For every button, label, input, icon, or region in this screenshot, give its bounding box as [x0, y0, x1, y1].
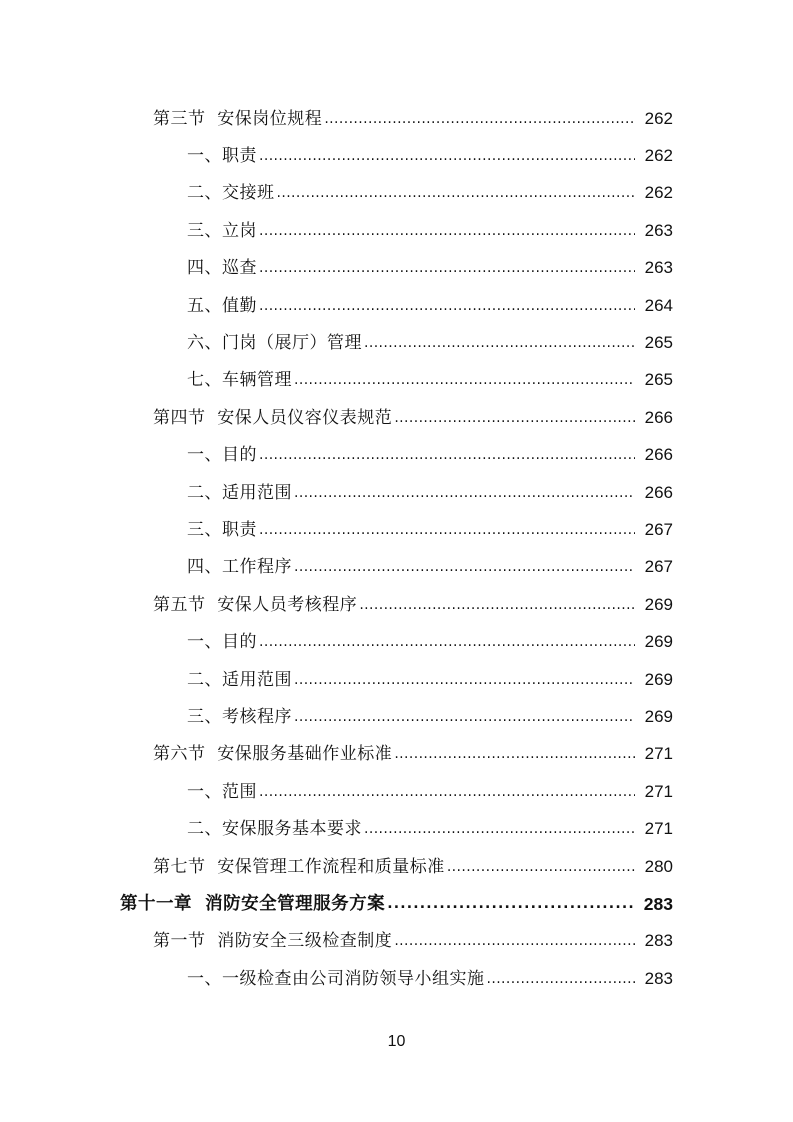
toc-entry[interactable] [0, 773, 793, 810]
toc-dot-leader [447, 857, 635, 877]
toc-entry[interactable] [0, 736, 793, 773]
toc-entry-page: 280 [644, 856, 673, 876]
toc-dot-leader [294, 483, 635, 503]
toc-entry-title: 一、目的 [187, 445, 257, 466]
toc-entry[interactable] [0, 287, 793, 324]
toc-entry-title: 第三节 安保岗位规程 [153, 108, 323, 129]
toc-entry-title: 二、适用范围 [187, 482, 292, 503]
toc-entry[interactable] [0, 586, 793, 623]
toc-entry-page: 262 [644, 146, 673, 166]
toc-entry[interactable] [0, 212, 793, 249]
toc-dot-leader [294, 557, 635, 577]
toc-entry-page: 266 [644, 407, 673, 427]
toc-dot-leader [277, 183, 636, 203]
toc-entry[interactable] [0, 100, 793, 137]
toc-dot-leader [359, 595, 635, 615]
toc-entry-title: 第四节 安保人员仪容仪表规范 [153, 407, 393, 428]
toc-dot-leader [487, 969, 636, 989]
toc-entry-page: 283 [644, 968, 673, 988]
toc-entry-title: 一、范围 [187, 781, 257, 802]
toc-entry[interactable] [0, 324, 793, 361]
toc-dot-leader [259, 221, 635, 241]
toc-entry[interactable] [0, 698, 793, 735]
toc-entry[interactable] [0, 661, 793, 698]
toc-dot-leader [259, 258, 635, 278]
toc-entry-page: 271 [644, 781, 673, 801]
toc-entry-page: 269 [644, 669, 673, 689]
toc-entry-title: 二、适用范围 [187, 669, 292, 690]
toc-dot-leader [294, 370, 635, 390]
toc-entry[interactable] [0, 399, 793, 436]
toc-entry-title: 第六节 安保服务基础作业标准 [153, 744, 393, 765]
toc-dot-leader [364, 333, 635, 353]
toc-dot-leader [324, 109, 635, 129]
toc-dot-leader [294, 670, 635, 690]
toc-entry-page: 264 [644, 295, 673, 315]
toc-entry-page: 266 [644, 482, 673, 502]
toc-entry-title: 二、安保服务基本要求 [187, 819, 362, 840]
toc-entry[interactable] [0, 923, 793, 960]
toc-entry-page: 263 [644, 258, 673, 278]
toc-entry-title: 第十一章 消防安全管理服务方案 [120, 893, 386, 914]
toc-entry-page: 271 [644, 744, 673, 764]
toc-entry-title: 三、职责 [187, 519, 257, 540]
toc-entry[interactable] [0, 511, 793, 548]
toc-entry-title: 一、一级检查由公司消防领导小组实施 [187, 968, 485, 989]
toc-entry-page: 283 [643, 893, 673, 914]
toc-entry-page: 271 [644, 819, 673, 839]
toc-entry[interactable] [0, 437, 793, 474]
toc-dot-leader [259, 632, 635, 652]
toc-entry-page: 269 [644, 632, 673, 652]
toc-dot-leader [394, 744, 635, 764]
toc-dot-leader [294, 707, 635, 727]
toc-entry-title: 三、考核程序 [187, 706, 292, 727]
toc-dot-leader [259, 296, 635, 316]
toc-entry-title: 第七节 安保管理工作流程和质量标准 [153, 856, 445, 877]
toc-dot-leader [259, 782, 635, 802]
toc-dot-leader [394, 931, 635, 951]
toc-entry-page: 267 [644, 557, 673, 577]
toc-dot-leader [387, 894, 635, 914]
toc-entry-page: 262 [644, 108, 673, 128]
toc-entry-page: 265 [644, 333, 673, 353]
toc-dot-leader [259, 146, 635, 166]
toc-entry[interactable] [0, 810, 793, 847]
toc-entry-title: 一、目的 [187, 632, 257, 653]
toc-chapter-entry[interactable] [0, 885, 793, 922]
table-of-contents [0, 100, 793, 997]
toc-entry-page: 266 [644, 445, 673, 465]
toc-entry-title: 一、职责 [187, 146, 257, 167]
toc-entry[interactable] [0, 175, 793, 212]
toc-entry[interactable] [0, 848, 793, 885]
toc-entry-title: 第五节 安保人员考核程序 [153, 594, 358, 615]
toc-entry-title: 第一节 消防安全三级检查制度 [153, 931, 393, 952]
page-number: 10 [387, 1033, 406, 1050]
toc-dot-leader [259, 445, 635, 465]
toc-entry-title: 七、车辆管理 [187, 370, 292, 391]
toc-entry[interactable] [0, 960, 793, 997]
toc-entry[interactable] [0, 362, 793, 399]
toc-dot-leader [259, 520, 635, 540]
toc-entry-page: 269 [644, 706, 673, 726]
toc-entry-title: 三、立岗 [187, 220, 257, 241]
toc-entry-page: 265 [644, 370, 673, 390]
toc-entry-title: 六、门岗（展厅）管理 [187, 333, 362, 354]
toc-dot-leader [364, 819, 635, 839]
toc-entry-page: 283 [644, 931, 673, 951]
toc-entry[interactable] [0, 549, 793, 586]
toc-entry[interactable] [0, 474, 793, 511]
toc-entry[interactable] [0, 623, 793, 660]
toc-entry-page: 267 [644, 519, 673, 539]
toc-dot-leader [394, 408, 635, 428]
toc-entry-page: 263 [644, 220, 673, 240]
toc-entry[interactable] [0, 137, 793, 174]
toc-entry[interactable] [0, 250, 793, 287]
toc-entry-title: 二、交接班 [187, 183, 275, 204]
toc-entry-title: 四、巡查 [187, 258, 257, 279]
toc-entry-title: 五、值勤 [187, 295, 257, 316]
toc-entry-page: 269 [644, 594, 673, 614]
toc-entry-title: 四、工作程序 [187, 557, 292, 578]
toc-entry-page: 262 [644, 183, 673, 203]
